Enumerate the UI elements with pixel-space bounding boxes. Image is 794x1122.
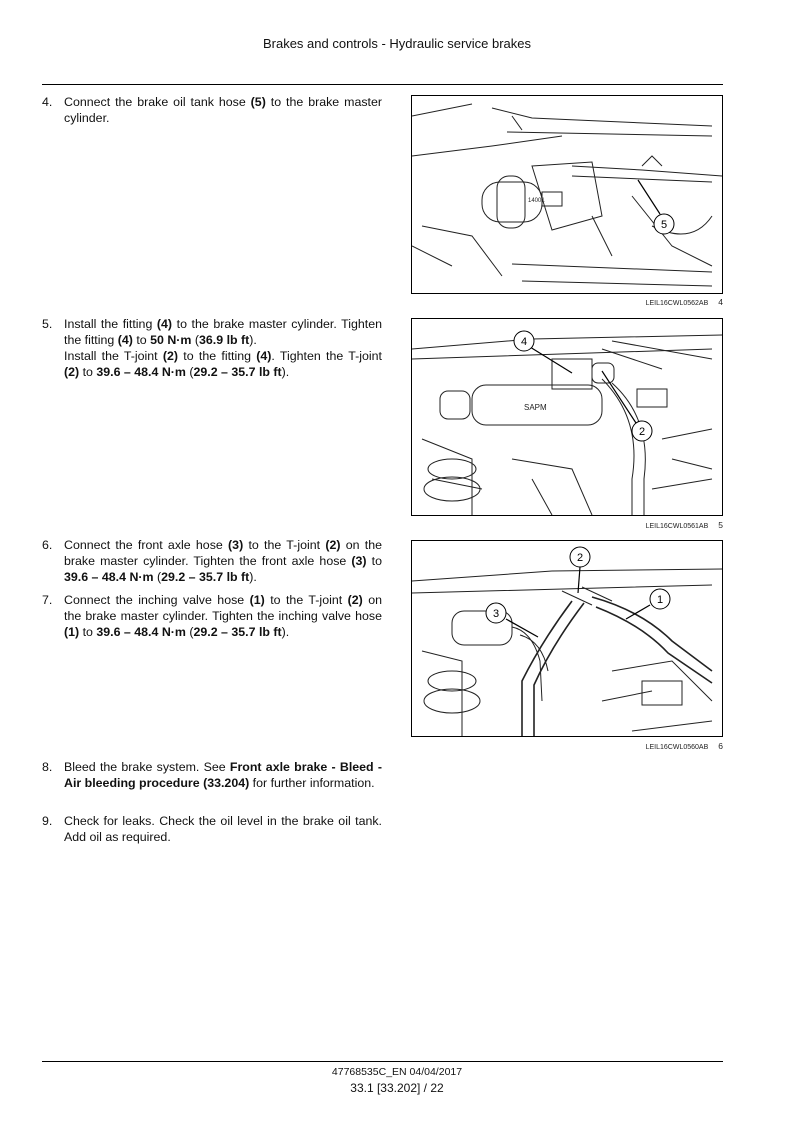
figure-illustration <box>411 318 723 516</box>
callout-2-label: 2 <box>576 552 584 564</box>
figure-number: 4 <box>718 297 723 307</box>
callout-2-label: 2 <box>638 426 646 438</box>
step-5 <box>42 316 382 380</box>
step-number: 7. <box>42 593 53 607</box>
figure-illustration <box>411 540 723 737</box>
figure-caption <box>646 297 723 307</box>
callout-leader <box>530 347 572 373</box>
callout-1-label: 1 <box>656 594 664 606</box>
figure-number: 5 <box>718 520 723 530</box>
figure-number: 6 <box>718 741 723 751</box>
figure-code: LEIL16CWL0560AB <box>645 744 709 751</box>
figure-code: LEIL16CWL0562AB <box>645 300 709 307</box>
figure-5 <box>411 318 723 530</box>
step-6 <box>42 537 382 585</box>
step-number: 8. <box>42 760 53 774</box>
step-text: Install the fitting (4) to the brake master cylinder. Tighten the fitting (4) to 50 N·m (36.9 lb ft). Install the T-joint (2) to the fitting (4). Tighten the T-joint (2) to 39.6 – 48.4 N·m (29.2 – 35.7 lb ft). <box>64 317 383 379</box>
callout-leader <box>506 619 538 637</box>
figure-6 <box>411 540 723 751</box>
figure-4 <box>411 95 723 307</box>
footer-document-id: 47768535C_EN 04/04/2017 <box>331 1066 463 1078</box>
figure-caption <box>646 520 723 530</box>
step-number: 9. <box>42 814 53 828</box>
figure-caption <box>646 741 723 751</box>
brake-master-cylinder-drawing <box>412 96 722 293</box>
step-text: Bleed the brake system. See Front axle brake - Bleed - Air bleeding procedure (33.204) for further information. <box>64 760 382 790</box>
step-number: 4. <box>42 95 53 109</box>
footer-rule <box>42 1061 723 1062</box>
cylinder-stamp: SAPM <box>524 403 547 412</box>
callout-3-label: 3 <box>492 608 500 620</box>
header-rule <box>42 84 723 85</box>
step-text: Connect the inching valve hose (1) to the T-joint (2) on the brake master cylinder. Tighten the inching valve hose (1) to 39.6 – 48.4 N·m (29.2 – 35.7 lb ft). <box>64 593 382 639</box>
step-9 <box>42 813 382 845</box>
step-number: 6. <box>42 538 53 552</box>
cylinder-stamp: 14001 <box>528 198 545 204</box>
footer-page-number: 33.1 [33.202] / 22 <box>350 1081 444 1095</box>
callout-4-label: 4 <box>520 336 528 348</box>
step-text: Check for leaks. Check the oil level in the brake oil tank. Add oil as required. <box>64 814 382 844</box>
figure-code: LEIL16CWL0561AB <box>645 523 709 530</box>
hoses-connection-drawing <box>412 541 722 736</box>
callout-leader <box>638 180 660 214</box>
page-header-title: Brakes and controls - Hydraulic service brakes <box>262 36 532 51</box>
figure-illustration <box>411 95 723 294</box>
callout-5-label: 5 <box>660 219 668 231</box>
step-number: 5. <box>42 317 53 331</box>
fitting-tjoint-drawing <box>412 319 722 515</box>
step-8 <box>42 759 382 791</box>
callout-leader <box>602 371 636 423</box>
step-4 <box>42 94 382 126</box>
step-7 <box>42 592 382 640</box>
step-text: Connect the brake oil tank hose (5) to the brake master cylinder. <box>64 95 382 125</box>
step-text: Connect the front axle hose (3) to the T-joint (2) on the brake master cylinder. Tighten the front axle hose (3) to 39.6 – 48.4 N·m (29.2 – 35.7 lb ft). <box>64 538 382 584</box>
